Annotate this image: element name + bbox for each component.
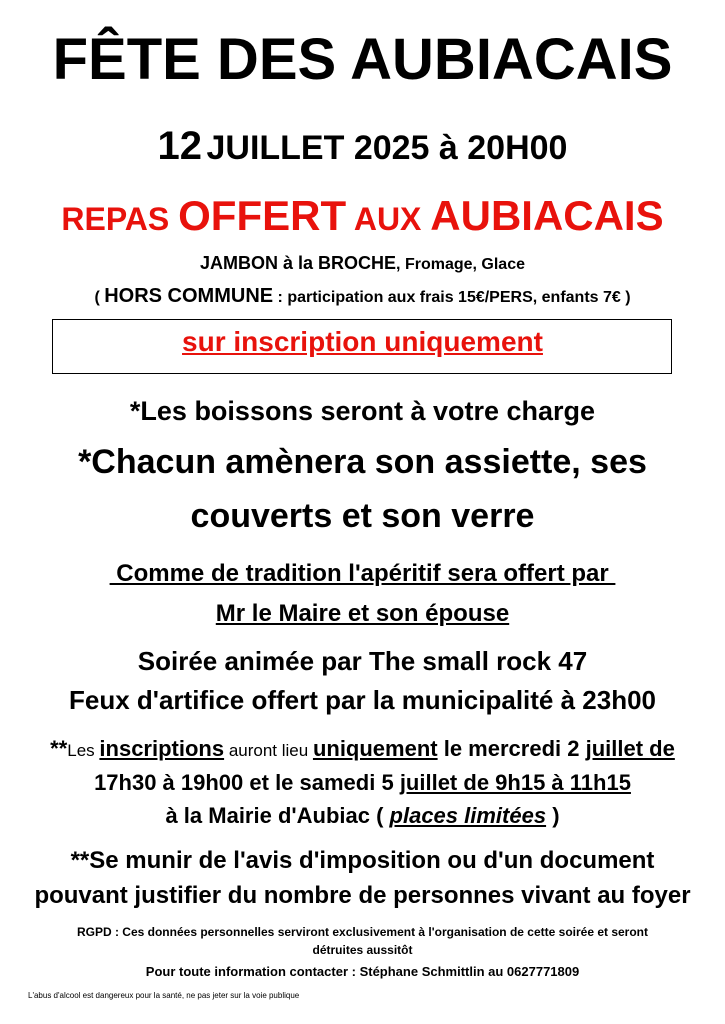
meal-aux: AUX <box>346 201 431 237</box>
tradition-line-2-text: Mr le Maire et son épouse <box>215 600 510 627</box>
tradition-line-2 <box>0 600 725 628</box>
meal-repas: REPAS <box>61 201 179 237</box>
soiree-line: Soirée animée par The small rock 47 <box>137 646 588 676</box>
info-line3-a: à la Mairie d'Aubiac ( <box>165 803 390 828</box>
inscriptions-info-line-2 <box>0 770 725 796</box>
info-line2-b: juillet de 9h15 à 11h15 <box>399 770 631 795</box>
hors-rest: : participation aux frais 15€/PERS, enfants 7€ ) <box>273 289 631 306</box>
date-rest: JUILLET 2025 à 20H00 <box>206 129 568 167</box>
hors-label: HORS COMMUNE <box>104 285 274 307</box>
boissons-line: *Les boissons seront à votre charge <box>129 396 596 426</box>
rgpd-line-2: détruites aussitôt <box>312 943 413 957</box>
info-inscriptions: inscriptions <box>99 736 225 761</box>
event-date <box>0 124 725 169</box>
inscriptions-info-line-3 <box>0 803 725 829</box>
menu-line <box>0 253 725 274</box>
feux-line: Feux d'artifice offert par la municipalité à 23h00 <box>68 685 657 715</box>
info-line2-a: 17h30 à 19h00 et le samedi 5 <box>94 770 400 795</box>
info-juillet-de: juillet de <box>585 736 675 761</box>
info-places: places limitées <box>389 803 547 828</box>
inscriptions-info-line-1 <box>0 736 725 762</box>
chacun-line-2: couverts et son verre <box>190 497 535 535</box>
tradition-line-1-text: Comme de tradition l'apéritif sera offert par <box>109 560 616 587</box>
avis-line-1: **Se munir de l'avis d'imposition ou d'un document <box>70 847 655 874</box>
footer-note: L'abus d'alcool est dangereux pour la santé, ne pas jeter sur la voie publique <box>28 991 300 1000</box>
contact-line: Pour toute information contacter : Stéphane Schmittlin au 0627771809 <box>145 964 580 979</box>
hors-commune-line <box>0 285 725 308</box>
info-line3-b: ) <box>546 803 560 828</box>
meal-offer <box>0 192 725 240</box>
hors-open: ( <box>94 289 105 306</box>
page-title: FÊTE DES AUBIACAIS <box>52 27 673 92</box>
tradition-line-1 <box>0 560 725 588</box>
info-mercredi: le mercredi 2 <box>437 736 586 761</box>
info-auront: auront lieu <box>224 741 313 760</box>
meal-aubiacais: AUBIACAIS <box>430 192 664 239</box>
info-stars: ** <box>50 736 68 761</box>
menu-jambon: JAMBON à la BROCHE <box>200 253 397 273</box>
info-les: Les <box>67 741 100 760</box>
inscription-box-text: sur inscription uniquement <box>182 326 543 357</box>
meal-offert: OFFERT <box>178 192 347 239</box>
avis-line-2: pouvant justifier du nombre de personnes vivant au foyer <box>34 882 691 909</box>
rgpd-line-1: RGPD : Ces données personnelles serviront exclusivement à l'organisation de cette soirée et seront <box>76 925 649 939</box>
chacun-line-1: *Chacun amènera son assiette, ses <box>78 443 647 481</box>
menu-rest: , Fromage, Glace <box>396 256 525 273</box>
date-day: 12 <box>157 124 203 168</box>
info-uniquement: uniquement <box>312 736 438 761</box>
